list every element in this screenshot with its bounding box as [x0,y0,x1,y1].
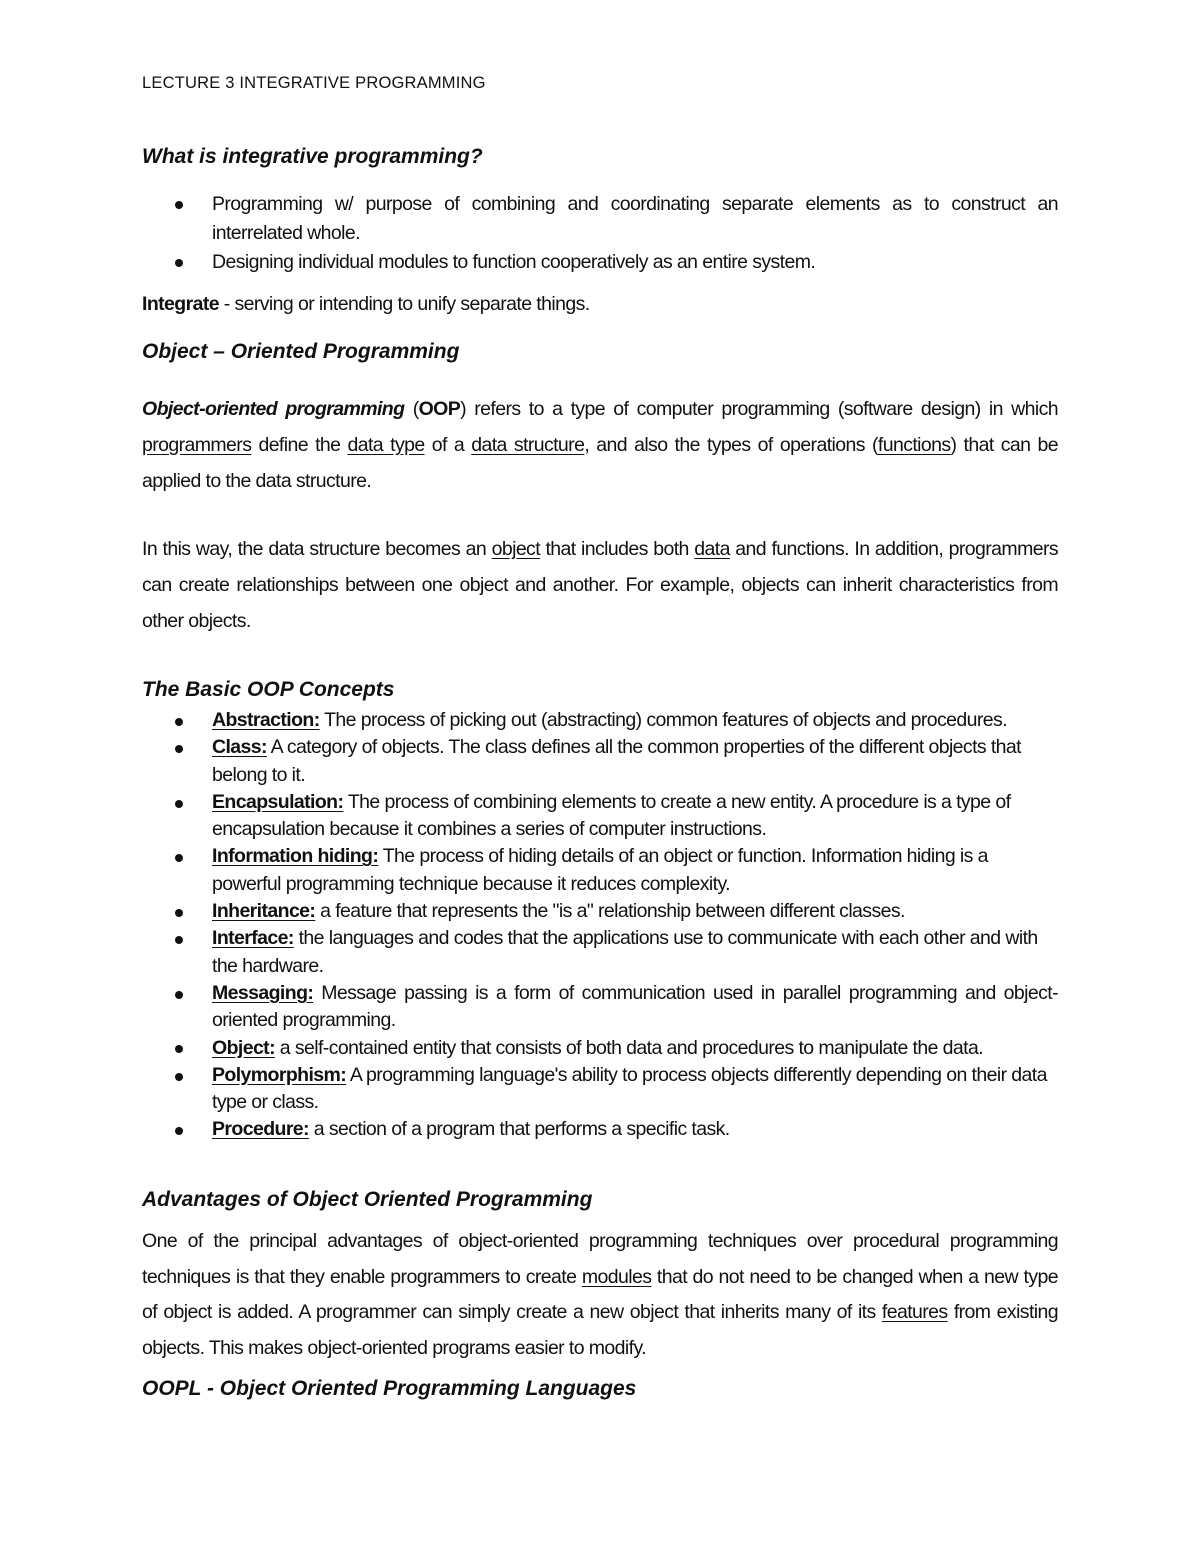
bullet-icon [175,745,183,753]
bullet-icon [175,1045,183,1053]
oop-term: Object-oriented programming [142,398,405,420]
list-item: Encapsulation: The process of combining elements to create a new entity. A procedure is a type of encapsulation because it combines a series of computer instructions. [142,789,1058,844]
bullet-icon [175,936,183,944]
link-functions[interactable]: functions [877,434,951,456]
heading-oopl: OOPL - Object Oriented Programming Languages [142,1377,637,1400]
link-data[interactable]: data [694,538,730,560]
oop-paragraph-1: Object-oriented programming (OOP) refers to a type of computer programming (software design) in which programmers define the data type of a data structure, and also the types of operations (functions) that can be applied to the data structure. [142,398,1059,492]
bullet-icon [175,909,183,917]
list-item: Information hiding: The process of hiding details of an object or function. Information hiding is a powerful programming technique because it reduces complexity. [142,843,1058,898]
list-item: Messaging: Message passing is a form of communication used in parallel programming and object-oriented programming. [142,980,1058,1035]
list-item: Object: a self-contained entity that consists of both data and procedures to manipulate the data. [142,1035,1058,1062]
page-header: LECTURE 3 INTEGRATIVE PROGRAMMING [142,74,486,92]
list-item: Programming w/ purpose of combining and coordinating separate elements as to construct an interrelated whole. [142,190,1058,248]
bullet-icon [175,991,183,999]
list-item: Interface: the languages and codes that the applications use to communicate with each other and with the hardware. [142,925,1058,980]
heading-integrative-programming: What is integrative programming? [142,145,483,168]
bullet-icon [175,1073,183,1081]
integrative-bullets [142,190,1058,277]
bullet-icon [175,854,183,862]
list-item: Procedure: a section of a program that performs a specific task. [142,1116,1058,1143]
bullet-icon [175,800,183,808]
bullet-icon [175,201,183,209]
link-programmers[interactable]: programmers [142,434,252,456]
heading-basic-oop-concepts: The Basic OOP Concepts [142,678,395,701]
advantages-paragraph: One of the principal advantages of object-oriented programming techniques over procedural programming techniques is that they enable programmers to create modules that do not need to be changed when a new type of object is added. A programmer can simply create a new object that inherits many of its features from existing objects. This makes object-oriented programs easier to modify. [142,1230,1058,1359]
list-item: Inheritance: a feature that represents the "is a" relationship between different classes. [142,898,1058,925]
integrate-definition: Integrate - serving or intending to unify separate things. [142,293,590,315]
link-features[interactable]: features [881,1301,948,1323]
integrate-term: Integrate [142,293,219,315]
oop-concepts-list [142,707,1058,1144]
link-data-type[interactable]: data type [347,434,425,456]
oop-paragraph-2: In this way, the data structure becomes an object that includes both data and functions. In addition, programmers can create relationships between one object and another. For example, objects can inherit characteristics from other objects. [142,538,1059,632]
list-item: Polymorphism: A programming language's ability to process objects differently depending on their data type or class. [142,1062,1058,1117]
link-object[interactable]: object [491,538,541,560]
heading-oop: Object – Oriented Programming [142,340,460,363]
link-data-structure[interactable]: data structure [471,434,585,456]
list-item: Class: A category of objects. The class defines all the common properties of the different objects that belong to it. [142,734,1058,789]
list-item: Designing individual modules to function cooperatively as an entire system. [142,248,1058,277]
bullet-icon [175,1127,183,1135]
bullet-icon [175,718,183,726]
list-item: Abstraction: The process of picking out (abstracting) common features of objects and procedures. [142,707,1058,734]
link-modules[interactable]: modules [581,1265,652,1288]
bullet-icon [175,259,183,267]
heading-advantages: Advantages of Object Oriented Programming [142,1188,593,1211]
